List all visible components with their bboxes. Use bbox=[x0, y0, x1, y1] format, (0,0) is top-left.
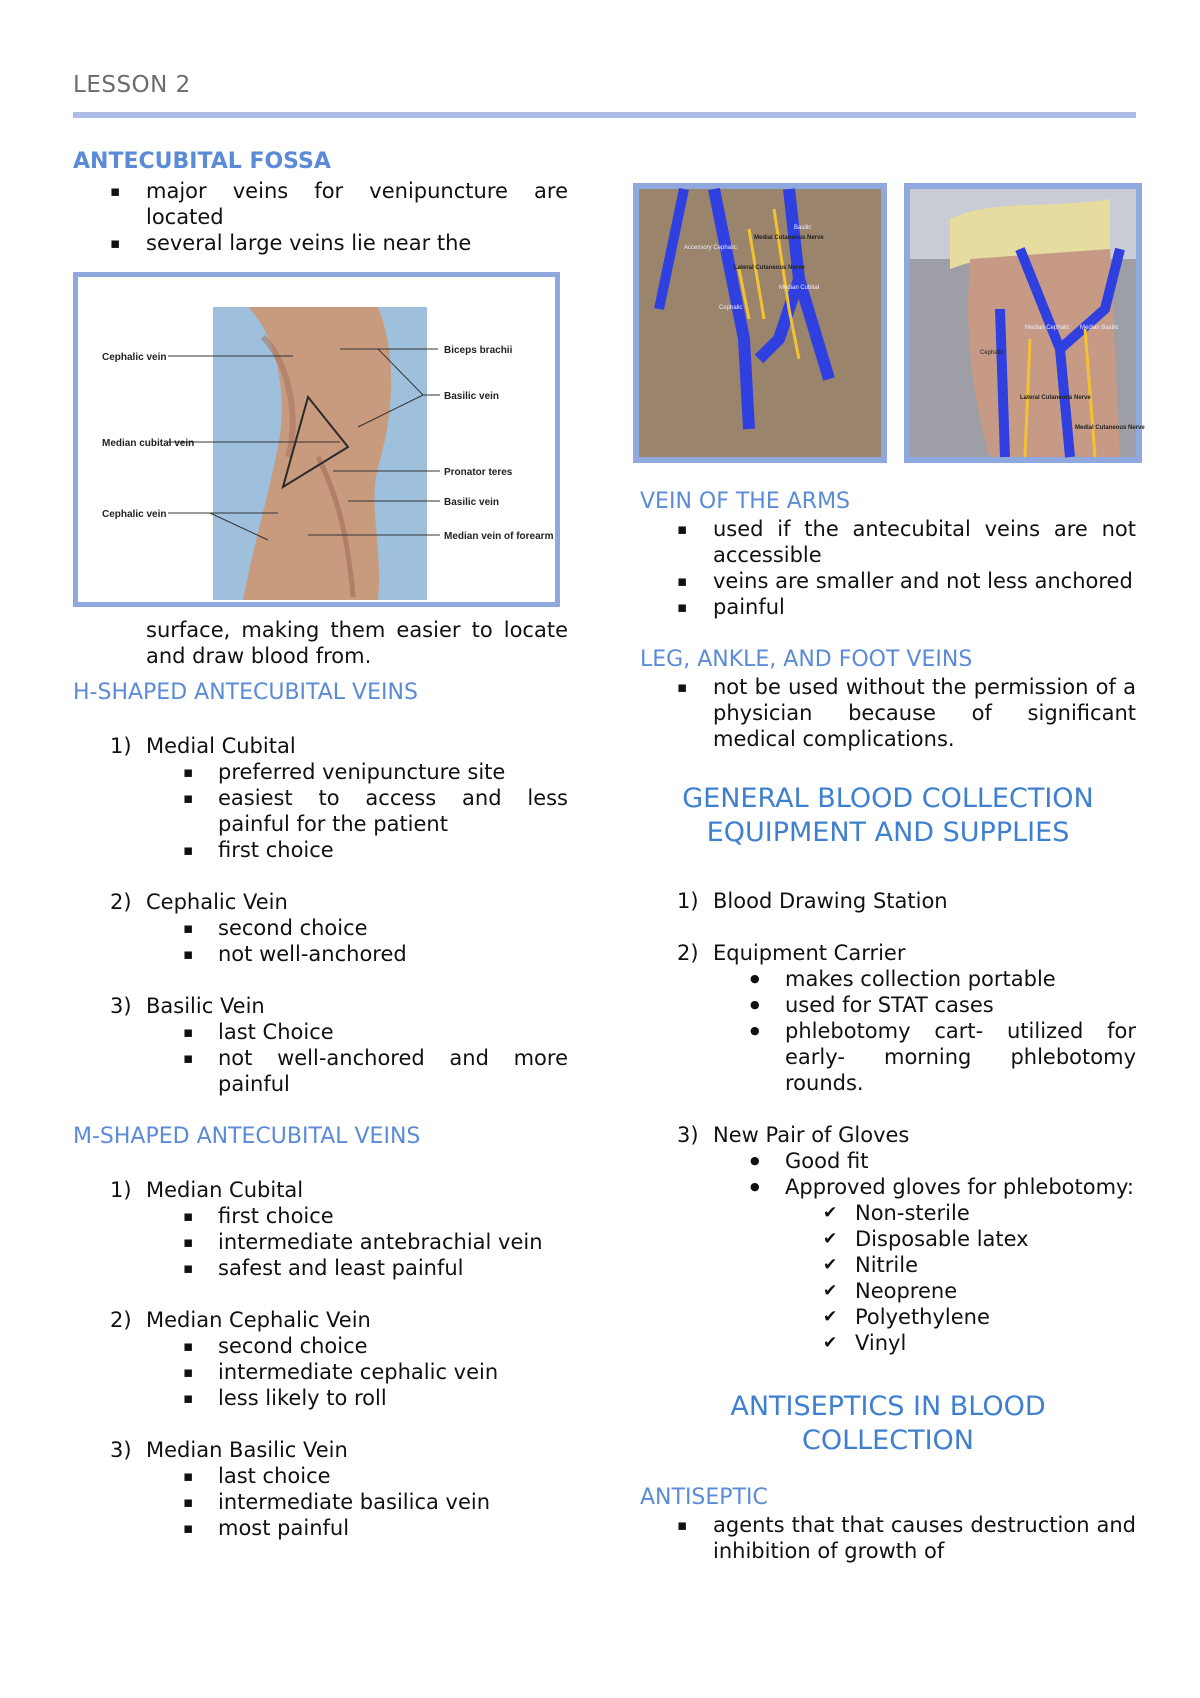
list-item: ▪ preferred venipuncture site bbox=[73, 759, 568, 785]
figure-label: Biceps brachii bbox=[444, 345, 513, 356]
numbered-item: 3) Basilic Vein bbox=[110, 994, 265, 1018]
numbered-item: 2) Median Cephalic Vein bbox=[110, 1308, 371, 1332]
check-item: ✔ Polyethylene bbox=[640, 1304, 1136, 1330]
photo-label: Medial Cutaneous Nerve bbox=[1075, 425, 1145, 431]
leg-bullets bbox=[640, 674, 1136, 752]
antecubital-bullets bbox=[73, 178, 568, 256]
arm-anatomy-figure bbox=[73, 272, 560, 607]
list-item: ▪ not be used without the permission of a physician because of significant medical complications. bbox=[640, 674, 1136, 752]
check-item: ✔ Neoprene bbox=[640, 1278, 1136, 1304]
list-item: ▪ less likely to roll bbox=[73, 1385, 568, 1411]
arm-vein-photo-right bbox=[904, 183, 1145, 463]
antecubital-continuation: surface, making them easier to locate and draw blood from. bbox=[146, 618, 568, 668]
list-item: ● makes collection portable bbox=[640, 966, 1136, 992]
antiseptic-subtitle: ANTISEPTIC bbox=[640, 1485, 768, 1510]
general-equipment-title: GENERAL BLOOD COLLECTION EQUIPMENT AND SUPPLIES bbox=[682, 783, 1094, 848]
list-item: ▪ veins are smaller and not less anchored bbox=[640, 568, 1136, 594]
m-shaped-bullets-2 bbox=[73, 1333, 568, 1411]
numbered-item: 3) New Pair of Gloves bbox=[677, 1123, 910, 1147]
arm-vein-photo-left bbox=[633, 183, 887, 463]
list-item: ▪ safest and least painful bbox=[73, 1255, 568, 1281]
figure-label: Basilic vein bbox=[444, 497, 500, 508]
numbered-item: 1) Blood Drawing Station bbox=[677, 889, 948, 913]
header-rule bbox=[73, 112, 1136, 118]
figure-label: Median vein of forearm bbox=[444, 531, 554, 542]
figure-label: Pronator teres bbox=[444, 467, 513, 478]
m-shaped-bullets-1 bbox=[73, 1203, 568, 1281]
arm-anatomy-illustration bbox=[78, 277, 555, 602]
lesson-header: LESSON 2 bbox=[73, 72, 191, 98]
check-item: ✔ Nitrile bbox=[640, 1252, 1136, 1278]
numbered-item: 2) Equipment Carrier bbox=[677, 941, 906, 965]
list-item: ▪ easiest to access and less painful for the patient bbox=[73, 785, 568, 837]
list-item: ● Approved gloves for phlebotomy: bbox=[640, 1174, 1136, 1200]
arm-vein-illustration-right bbox=[910, 189, 1145, 457]
gloves-bullets bbox=[640, 1148, 1136, 1200]
list-item: ▪ most painful bbox=[73, 1515, 568, 1541]
list-item: ▪ last Choice bbox=[73, 1019, 568, 1045]
list-item: ▪ first choice bbox=[73, 1203, 568, 1229]
list-item: ▪ second choice bbox=[73, 1333, 568, 1359]
photo-label: Accessory Cephalic bbox=[684, 245, 737, 251]
photo-label: Median Basilic bbox=[1080, 325, 1119, 331]
photo-label: Lateral Cutaneous Nerve bbox=[734, 265, 805, 271]
photo-label: Medial Cutaneous Nerve bbox=[754, 235, 824, 241]
gloves-checklist bbox=[640, 1200, 1136, 1356]
h-shaped-bullets-1 bbox=[73, 759, 568, 863]
list-item: ▪ intermediate antebrachial vein bbox=[73, 1229, 568, 1255]
photo-label: Median Cephalic bbox=[1025, 325, 1070, 331]
photo-label: Basilic bbox=[794, 225, 812, 231]
check-item: ✔ Vinyl bbox=[640, 1330, 1136, 1356]
list-item: ▪ last choice bbox=[73, 1463, 568, 1489]
list-item: ▪ used if the antecubital veins are not accessible bbox=[640, 516, 1136, 568]
photo-label: Lateral Cutaneous Nerve bbox=[1020, 395, 1091, 401]
arms-bullets bbox=[640, 516, 1136, 620]
numbered-item: 3) Median Basilic Vein bbox=[110, 1438, 348, 1462]
h-shaped-title: H-SHAPED ANTECUBITAL VEINS bbox=[73, 680, 418, 705]
photo-label: Cephalic bbox=[980, 350, 1004, 356]
figure-label: Median cubital vein bbox=[102, 438, 195, 449]
m-shaped-bullets-3 bbox=[73, 1463, 568, 1541]
photo-label: Median Cubital bbox=[779, 285, 820, 291]
list-item: ▪ agents that that causes destruction and inhibition of growth of bbox=[640, 1512, 1136, 1564]
figure-label: Basilic vein bbox=[444, 391, 500, 402]
list-item: ▪ second choice bbox=[73, 915, 568, 941]
numbered-item: 1) Median Cubital bbox=[110, 1178, 304, 1202]
list-item: ▪ painful bbox=[640, 594, 1136, 620]
figure-label: Cephalic vein bbox=[102, 352, 167, 363]
numbered-item: 1) Medial Cubital bbox=[110, 734, 296, 758]
list-item: ▪ major veins for venipuncture are located bbox=[73, 178, 568, 230]
numbered-item: 2) Cephalic Vein bbox=[110, 890, 288, 914]
list-item: ● Good fit bbox=[640, 1148, 1136, 1174]
check-item: ✔ Non-sterile bbox=[640, 1200, 1136, 1226]
figure-label: Cephalic vein bbox=[102, 509, 167, 520]
m-shaped-title: M-SHAPED ANTECUBITAL VEINS bbox=[73, 1124, 421, 1149]
arms-title: VEIN OF THE ARMS bbox=[640, 489, 851, 514]
antiseptic-bullets bbox=[640, 1512, 1136, 1564]
list-item: ▪ several large veins lie near the bbox=[73, 230, 568, 256]
arm-vein-illustration-left bbox=[639, 189, 881, 457]
leg-title: LEG, ANKLE, AND FOOT VEINS bbox=[640, 647, 973, 672]
list-item: ▪ intermediate cephalic vein bbox=[73, 1359, 568, 1385]
antecubital-title: ANTECUBITAL FOSSA bbox=[73, 149, 331, 174]
list-item: ▪ first choice bbox=[73, 837, 568, 863]
carrier-bullets bbox=[640, 966, 1136, 1096]
list-item: ● used for STAT cases bbox=[640, 992, 1136, 1018]
h-shaped-bullets-3 bbox=[73, 1019, 568, 1097]
list-item: ● phlebotomy cart- utilized for early- morning phlebotomy rounds. bbox=[640, 1018, 1136, 1096]
check-item: ✔ Disposable latex bbox=[640, 1226, 1136, 1252]
list-item: ▪ intermediate basilica vein bbox=[73, 1489, 568, 1515]
photo-label: Cephalic bbox=[719, 305, 743, 311]
left-column bbox=[73, 148, 568, 1541]
h-shaped-bullets-2 bbox=[73, 915, 568, 967]
list-item: ▪ not well-anchored bbox=[73, 941, 568, 967]
right-column bbox=[640, 488, 1136, 1564]
antiseptics-title: ANTISEPTICS IN BLOOD COLLECTION bbox=[730, 1391, 1046, 1456]
list-item: ▪ not well-anchored and more painful bbox=[73, 1045, 568, 1097]
